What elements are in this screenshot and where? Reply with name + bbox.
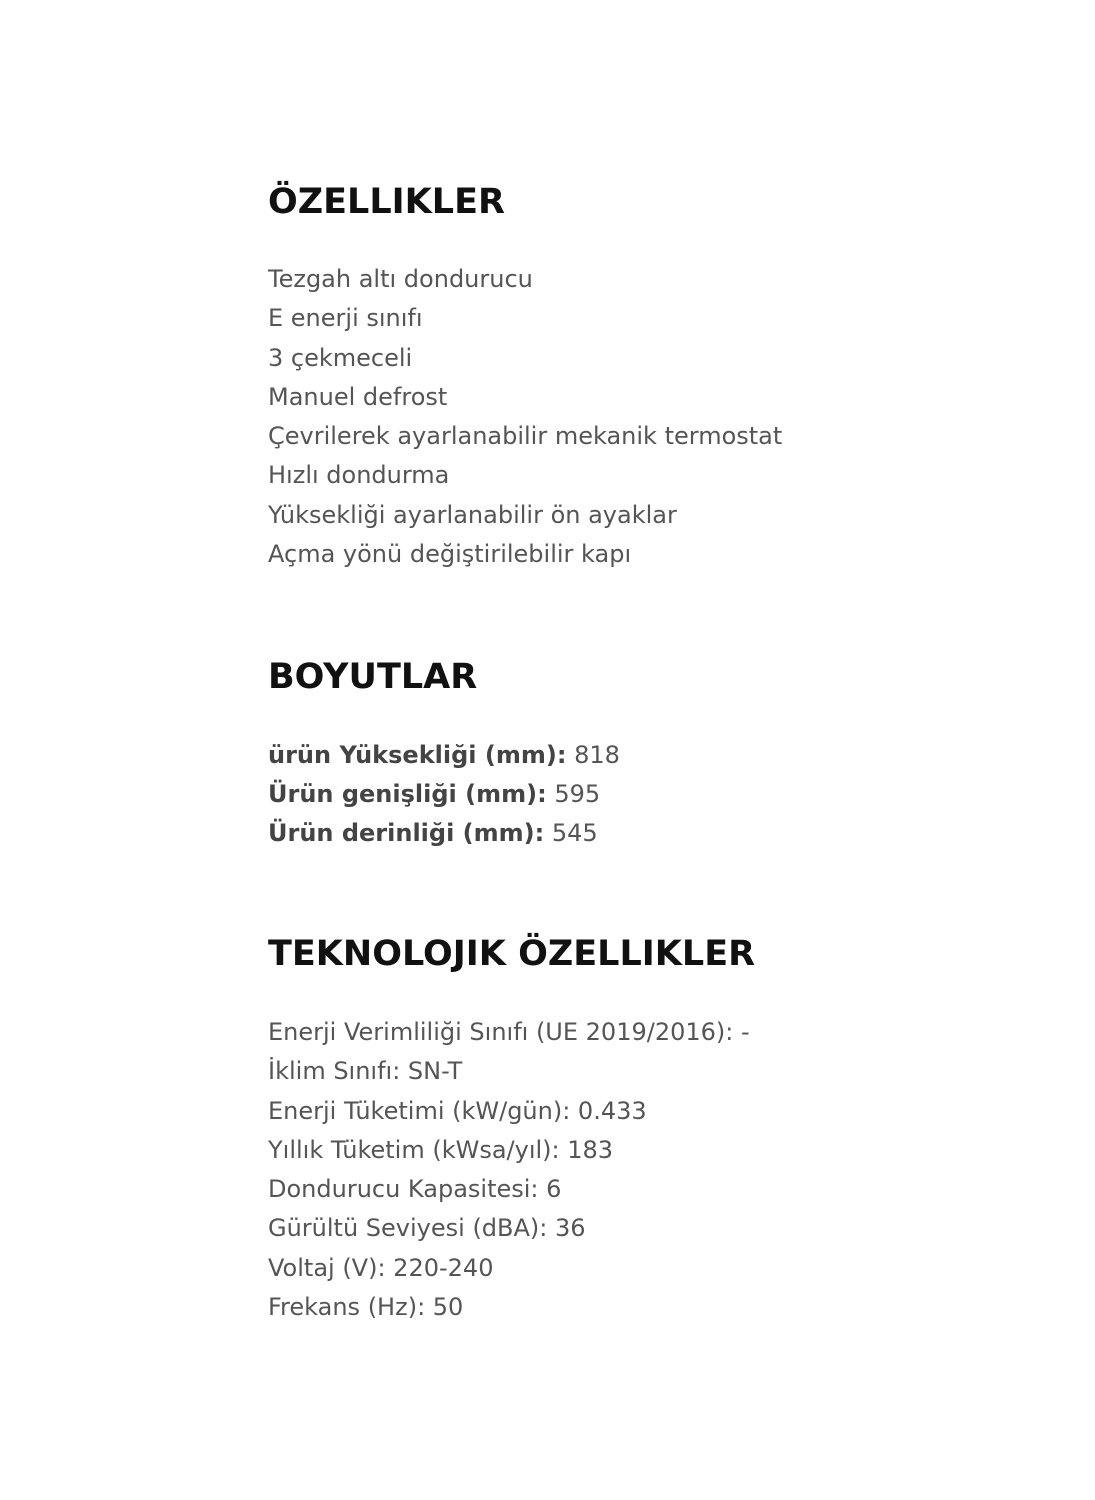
dimension-row-width	[268, 775, 620, 814]
dimension-label: ürün Yüksekliği (mm):	[268, 741, 567, 769]
feature-item: Hızlı dondurma	[268, 461, 450, 490]
feature-item: E enerji sınıfı	[268, 304, 423, 333]
technical-item: Voltaj (V): 220-240	[268, 1253, 494, 1282]
feature-item: Açma yönü değiştirilebilir kapı	[268, 540, 632, 569]
technical-item: Yıllık Tüketim (kWsa/yıl): 183	[268, 1135, 614, 1164]
dimension-label: Ürün derinliği (mm):	[268, 819, 545, 847]
feature-item: Manuel defrost	[268, 382, 448, 411]
dimensions-heading: BOYUTLAR	[268, 657, 478, 697]
technical-heading: TEKNOLOJIK ÖZELLIKLER	[268, 934, 756, 974]
feature-item: 3 çekmeceli	[268, 343, 413, 372]
features-list	[268, 260, 782, 574]
dimensions-list	[268, 736, 620, 853]
technical-item: Gürültü Seviyesi (dBA): 36	[268, 1214, 586, 1243]
technical-item: İklim Sınıfı: SN-T	[268, 1057, 463, 1086]
technical-item: Enerji Tüketimi (kW/gün): 0.433	[268, 1096, 647, 1125]
technical-list	[268, 1013, 750, 1327]
dimension-value: 595	[554, 780, 601, 808]
dimension-row-depth	[268, 814, 620, 853]
features-heading: ÖZELLIKLER	[268, 182, 505, 222]
dimension-label: Ürün genişliği (mm):	[268, 780, 547, 808]
dimension-value: 818	[574, 741, 620, 769]
technical-item: Enerji Verimliliği Sınıfı (UE 2019/2016): -	[268, 1018, 750, 1046]
feature-item: Tezgah altı dondurucu	[268, 265, 533, 293]
technical-item: Frekans (Hz): 50	[268, 1293, 464, 1322]
feature-item: Yüksekliği ayarlanabilir ön ayaklar	[268, 500, 677, 529]
technical-item: Dondurucu Kapasitesi: 6	[268, 1175, 562, 1204]
dimension-value: 545	[551, 819, 598, 847]
dimension-row-height	[268, 736, 620, 775]
feature-item: Çevrilerek ayarlanabilir mekanik termostat	[268, 422, 783, 451]
